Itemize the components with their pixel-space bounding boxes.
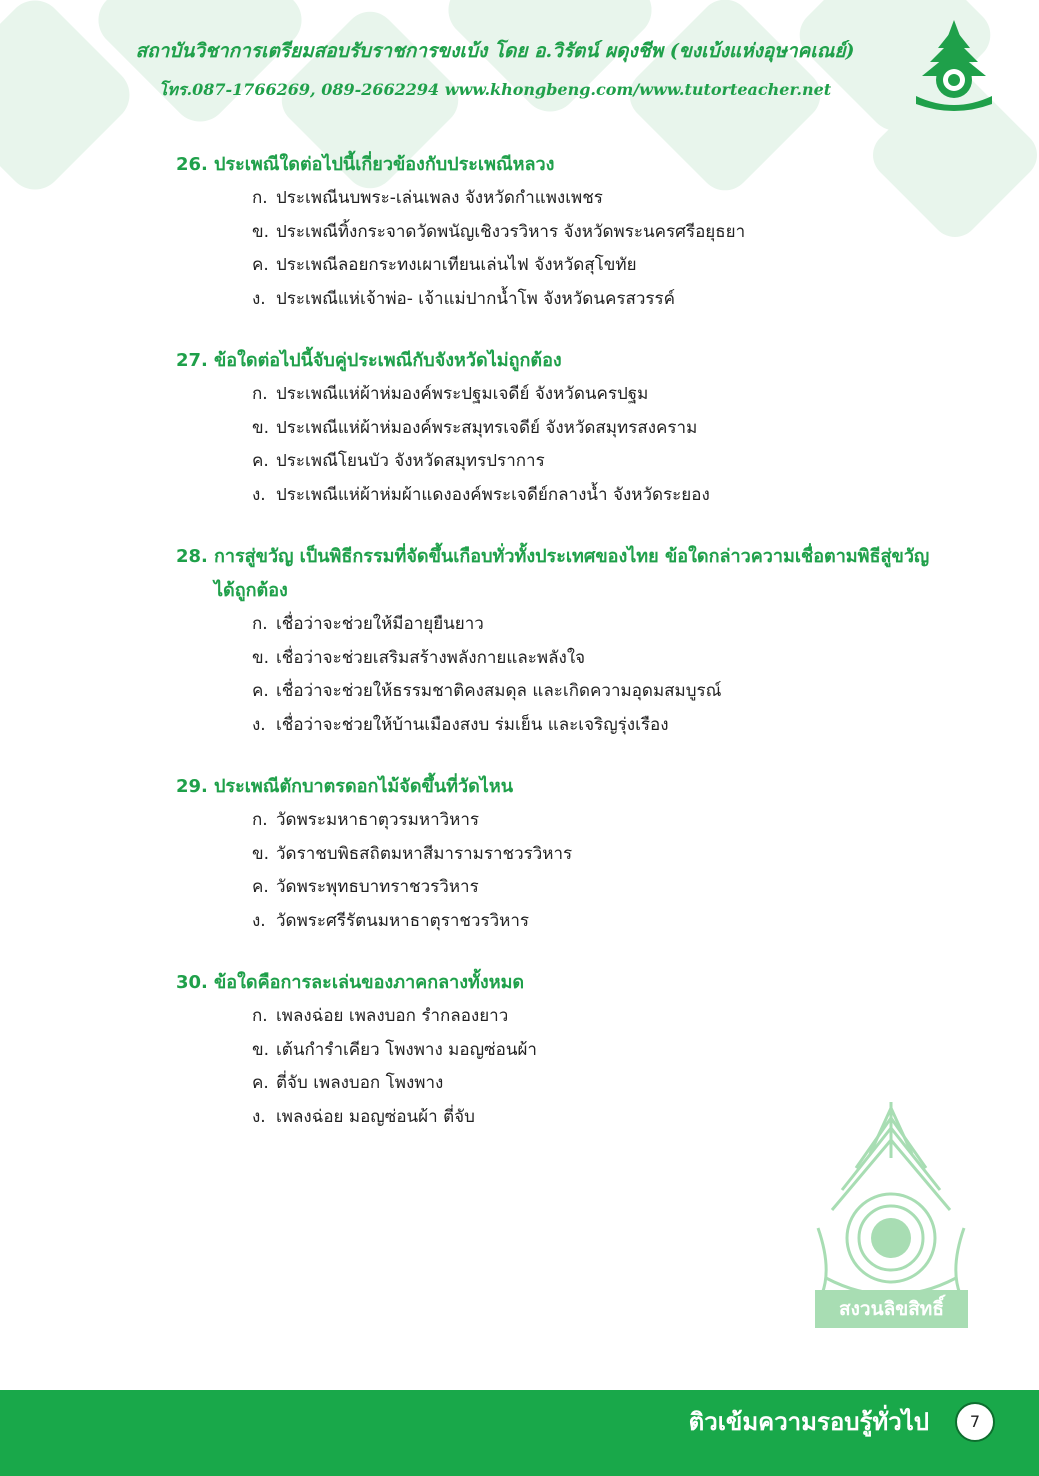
copyright-label: สงวนลิขสิทธิ์ [815, 1290, 968, 1328]
page-number: 7 [955, 1402, 995, 1442]
choice-text: เต้นกำรำเคียว โพงพาง มอญซ่อนผ้า [276, 1039, 537, 1060]
question-text: ข้อใดคือการละเล่นของภาคกลางทั้งหมด [214, 972, 525, 993]
choice-letter: ข. [252, 417, 270, 438]
choice-text: ประเพณีนบพระ-เล่นเพลง จังหวัดกำแพงเพชร [276, 188, 603, 208]
choice-letter: ค. [252, 255, 269, 275]
choice-text: เชื่อว่าจะช่วยให้ธรรมชาติคงสมดุล และเกิดความอุดมสมบูรณ์ [276, 681, 722, 701]
choice-letter: ค. [252, 877, 269, 897]
choice-item [176, 445, 936, 479]
question-text: ข้อใดต่อไปนี้จับคู่ประเพณีกับจังหวัดไม่ถูกต้อง [214, 350, 562, 371]
question-number: 26. [176, 154, 208, 175]
question-29 [176, 770, 936, 938]
choice-letter: ข. [252, 647, 270, 668]
choice-letter: ง. [252, 910, 266, 931]
question-text: ประเพณีใดต่อไปนี้เกี่ยวข้องกับประเพณีหลวง [214, 154, 555, 175]
contact-line: โทร.087-1766269, 089-2662294 www.khongbeng.com/www.tutorteacher.net [158, 80, 832, 99]
question-27 [176, 344, 936, 512]
choice-letter: ก. [252, 384, 268, 404]
choice-text: ประเพณีแห่ผ้าห่มองค์พระสมุทรเจดีย์ จังหวัดสมุทรสงคราม [276, 417, 698, 438]
choice-item [176, 1067, 936, 1101]
choice-text: เชื่อว่าจะช่วยให้บ้านเมืองสงบ ร่มเย็น และเจริญรุ่งเรือง [276, 714, 669, 735]
choice-item [176, 1034, 936, 1068]
question-number: 28. [176, 546, 208, 567]
choice-item [176, 216, 936, 250]
choice-item [176, 1000, 936, 1034]
choice-text: เพลงฉ่อย เพลงบอก รำกลองยาว [276, 1006, 509, 1026]
choice-item [176, 249, 936, 283]
choice-item [176, 675, 936, 709]
choice-letter: ก. [252, 1006, 268, 1026]
institute-logo-icon [912, 18, 996, 114]
choice-text: ประเพณีโยนบัว จังหวัดสมุทรปราการ [276, 451, 545, 471]
choice-letter: ค. [252, 1073, 269, 1093]
choice-letter: ง. [252, 1106, 266, 1127]
choice-letter: ข. [252, 843, 270, 864]
choice-item [176, 871, 936, 905]
choice-text: ตี่จับ เพลงบอก โพงพาง [276, 1073, 444, 1093]
choice-letter: ง. [252, 484, 266, 505]
choice-item [176, 182, 936, 216]
question-26 [176, 148, 936, 316]
choice-text: เพลงฉ่อย มอญซ่อนผ้า ตี่จับ [276, 1106, 475, 1127]
choice-text: วัดพระพุทธบาทราชวรวิหาร [276, 877, 479, 897]
choice-text: ประเพณีแห่ผ้าห่มผ้าแดงองค์พระเจดีย์กลางน้ำ จังหวัดระยอง [276, 484, 710, 505]
choice-letter: ค. [252, 451, 269, 471]
choice-text: เชื่อว่าจะช่วยเสริมสร้างพลังกายและพลังใจ [276, 647, 586, 668]
footer-title: ติวเข้มความรอบรู้ทั่วไป [688, 1408, 929, 1436]
question-text: ประเพณีตักบาตรดอกไม้จัดขึ้นที่วัดไหน [214, 776, 514, 797]
choice-text: ประเพณีแห่เจ้าพ่อ- เจ้าแม่ปากน้ำโพ จังหวัดนครสวรรค์ [276, 288, 676, 309]
choice-item [176, 905, 936, 939]
choice-letter: ข. [252, 1039, 270, 1060]
choice-letter: ง. [252, 714, 266, 735]
question-list [176, 148, 936, 1162]
choice-text: วัดราชบพิธสถิตมหาสีมารามราชวรวิหาร [276, 843, 573, 864]
question-text: การสู่ขวัญ เป็นพิธีกรรมที่จัดขึ้นเกือบทั่วทั้งประเทศของไทย ข้อใดกล่าวความเชื่อตามพิธีสู่ขวัญได้ถูกต้อง [214, 546, 930, 601]
choice-letter: ก. [252, 810, 268, 830]
choice-text: ประเพณีแห่ผ้าห่มองค์พระปฐมเจดีย์ จังหวัดนครปฐม [276, 384, 649, 404]
question-28 [176, 540, 936, 742]
choice-item [176, 804, 936, 838]
choice-letter: ข. [252, 221, 270, 242]
choice-item [176, 479, 936, 513]
choice-item [176, 378, 936, 412]
choice-letter: ค. [252, 681, 269, 701]
choice-item [176, 412, 936, 446]
choice-letter: ก. [252, 614, 268, 634]
choice-item [176, 642, 936, 676]
choice-letter: ก. [252, 188, 268, 208]
choice-item [176, 709, 936, 743]
question-number: 27. [176, 350, 208, 371]
choice-text: วัดพระศรีรัตนมหาธาตุราชวรวิหาร [276, 910, 530, 931]
choice-item [176, 838, 936, 872]
choice-text: ประเพณีทิ้งกระจาดวัดพนัญเชิงวรวิหาร จังหวัดพระนครศรีอยุธยา [276, 221, 746, 242]
choice-text: วัดพระมหาธาตุวรมหาวิหาร [276, 810, 480, 830]
page-header [0, 30, 900, 108]
institute-title: สถาบันวิชาการเตรียมสอบรับราชการขงเบ้ง โดย อ.วิรัตน์ ผดุงชีพ (ขงเบ้งแห่งอุษาคเณย์) [135, 40, 855, 62]
choice-item [176, 608, 936, 642]
question-number: 30. [176, 972, 208, 993]
choice-text: ประเพณีลอยกระทงเผาเทียนเล่นไฟ จังหวัดสุโขทัย [276, 255, 637, 275]
question-number: 29. [176, 776, 208, 797]
choice-text: เชื่อว่าจะช่วยให้มีอายุยืนยาว [276, 614, 484, 634]
choice-letter: ง. [252, 288, 266, 309]
choice-item [176, 283, 936, 317]
page-footer [0, 1390, 1039, 1476]
